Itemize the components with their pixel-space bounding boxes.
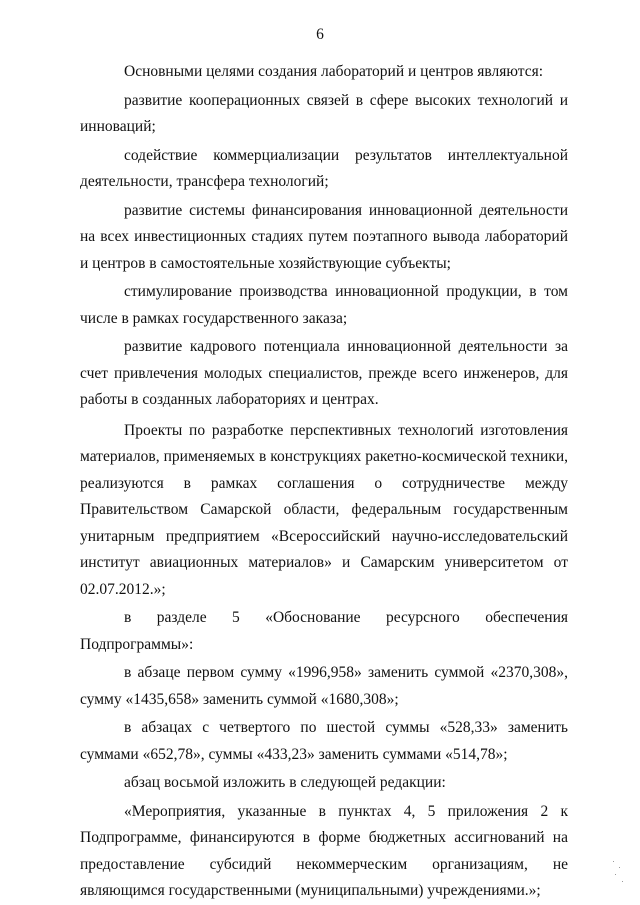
paragraph-goal-personnel: развитие кадрового потенциала инновационной деятельности за счет привлечения молодых специалистов, прежде всего инженеров, для работы в созданных лабораториях и центрах. [80, 338, 568, 408]
paragraph-eighth-text: «Мероприятия, указанные в пунктах 4, 5 приложения 2 к Подпрограмме, финансируются в форме бюджетных ассигнований на предоставление субсидий некоммерческим организациям, не являющимся государственными (муниципальными) учреждениями.»; [80, 802, 568, 899]
paragraph-goal-cooperation: развитие кооперационных связей в сфере высоких технологий и инноваций; [80, 91, 568, 135]
paragraph-first-amendment: в абзаце первом сумму «1996,958» заменить суммой «2370,308», сумму «1435,658» заменить суммой «1680,308»; [80, 664, 568, 708]
document-body [80, 59, 568, 905]
paragraph-goals-intro: Основными целями создания лабораторий и центров являются: [124, 63, 544, 80]
scan-artifact [610, 859, 630, 889]
page-number: 6 [316, 26, 324, 43]
paragraph-second-amendment: в абзацах с четвертого по шестой суммы «528,33» заменить суммами «652,78», суммы «433,23» заменить суммами «514,78»; [80, 719, 568, 763]
paragraph-goal-commercialization: содействие коммерциализации результатов интеллектуальной деятельности, трансфера технологий; [80, 146, 568, 190]
paragraph-section-5: в разделе 5 «Обоснование ресурсного обеспечения Подпрограммы»: [80, 609, 568, 653]
paragraph-goal-production: стимулирование производства инновационной продукции, в том числе в рамках государственного заказа; [80, 283, 568, 327]
paragraph-goal-financing: развитие системы финансирования инновационной деятельности на всех инвестиционных стадиях путем поэтапного вывода лабораторий и центров в самостоятельные хозяйствующие субъекты; [80, 201, 568, 272]
paragraph-projects: Проекты по разработке перспективных технологий изготовления материалов, применяемых в конструкциях ракетно-космической техники, реализуются в рамках соглашения о сотрудничестве между Правительством Самарской области, федеральным государственным унитарным предприятием «Всероссийский научно-исследовательский институт авиационных материалов» и Самарским университетом от 02.07.2012.»; [80, 421, 568, 598]
paragraph-eighth-intro: абзац восьмой изложить в следующей редакции: [124, 774, 446, 791]
